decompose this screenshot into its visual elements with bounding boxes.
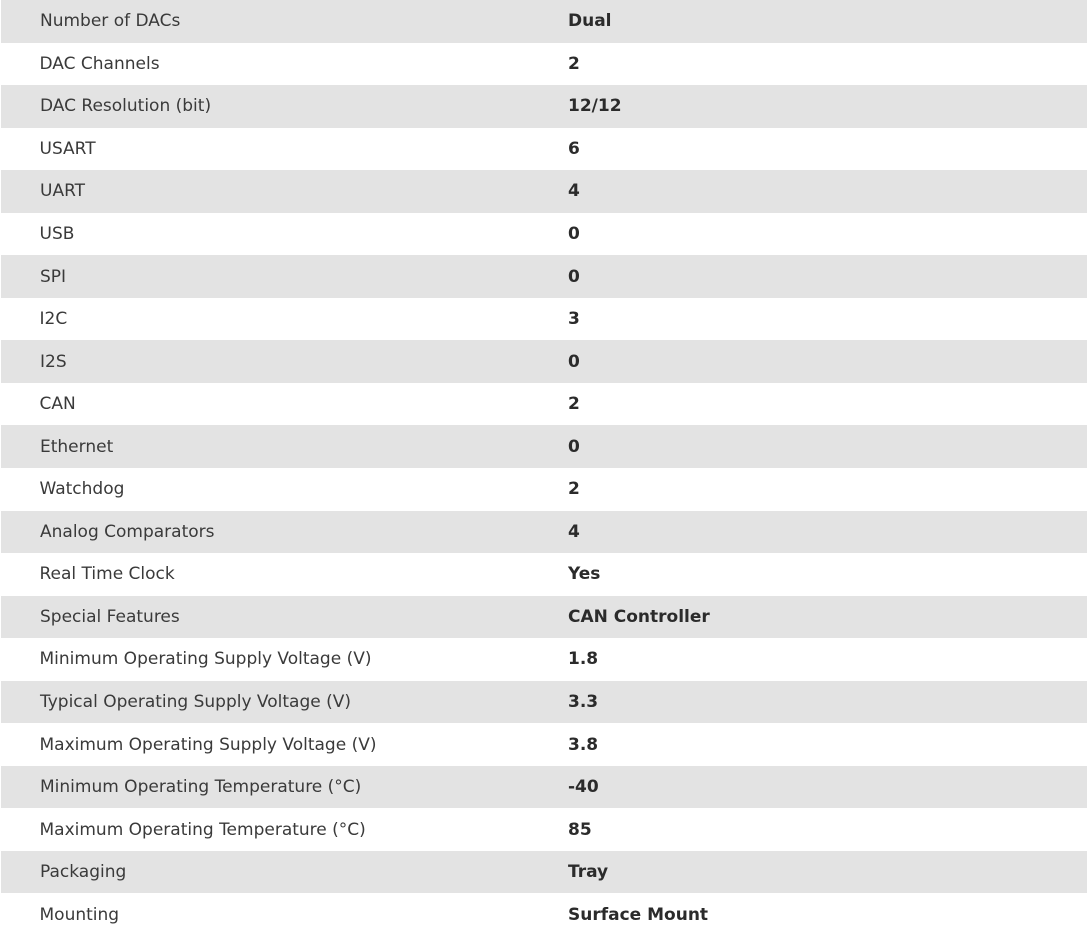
- table-row: [1, 425, 1087, 468]
- table-row: [1, 128, 1087, 171]
- spec-label: DAC Channels: [1, 43, 569, 86]
- spec-label: Maximum Operating Supply Voltage (V): [1, 723, 569, 766]
- table-row: [1, 43, 1087, 86]
- spec-label: Watchdog: [1, 468, 569, 511]
- spec-label: SPI: [1, 255, 569, 298]
- table-row: [1, 893, 1087, 936]
- spec-value: 2: [568, 43, 1087, 86]
- table-row: [1, 723, 1087, 766]
- table-row: [1, 851, 1087, 894]
- spec-value: Yes: [568, 553, 1087, 596]
- table-row: [1, 808, 1087, 851]
- spec-label: DAC Resolution (bit): [1, 85, 569, 128]
- spec-label: USB: [1, 213, 569, 256]
- spec-label: Minimum Operating Supply Voltage (V): [1, 638, 569, 681]
- spec-label: Packaging: [1, 851, 569, 894]
- spec-value: 4: [568, 170, 1087, 213]
- table-row: [1, 553, 1087, 596]
- spec-label: I2C: [1, 298, 569, 341]
- table-row: [1, 85, 1087, 128]
- spec-value: -40: [568, 766, 1087, 809]
- spec-label: Mounting: [1, 893, 569, 936]
- spec-label: Analog Comparators: [1, 511, 569, 554]
- spec-value: 4: [568, 511, 1087, 554]
- spec-label: Typical Operating Supply Voltage (V): [1, 681, 569, 724]
- spec-value: 12/12: [568, 85, 1087, 128]
- spec-value: Dual: [568, 0, 1087, 43]
- table-row: [1, 0, 1087, 43]
- spec-value: 0: [568, 213, 1087, 256]
- table-row: [1, 638, 1087, 681]
- table-row: [1, 468, 1087, 511]
- spec-value: 0: [568, 255, 1087, 298]
- spec-value: 2: [568, 383, 1087, 426]
- table-row: [1, 213, 1087, 256]
- table-row: [1, 596, 1087, 639]
- spec-value: 85: [568, 808, 1087, 851]
- spec-value: 0: [568, 425, 1087, 468]
- spec-value: 1.8: [568, 638, 1087, 681]
- spec-label: Number of DACs: [1, 0, 569, 43]
- spec-value: Tray: [568, 851, 1087, 894]
- table-row: [1, 766, 1087, 809]
- spec-value: 0: [568, 340, 1087, 383]
- spec-label: Maximum Operating Temperature (°C): [1, 808, 569, 851]
- spec-label: Minimum Operating Temperature (°C): [1, 766, 569, 809]
- table-row: [1, 255, 1087, 298]
- specifications-table-body: [1, 0, 1087, 936]
- spec-label: UART: [1, 170, 569, 213]
- table-row: [1, 383, 1087, 426]
- table-row: [1, 298, 1087, 341]
- table-row: [1, 340, 1087, 383]
- spec-value: 3.3: [568, 681, 1087, 724]
- spec-value: Surface Mount: [568, 893, 1087, 936]
- spec-label: Special Features: [1, 596, 569, 639]
- spec-label: Ethernet: [1, 425, 569, 468]
- spec-label: Real Time Clock: [1, 553, 569, 596]
- spec-value: CAN Controller: [568, 596, 1087, 639]
- table-row: [1, 170, 1087, 213]
- spec-value: 2: [568, 468, 1087, 511]
- spec-label: I2S: [1, 340, 569, 383]
- table-row: [1, 681, 1087, 724]
- spec-value: 6: [568, 128, 1087, 171]
- spec-value: 3: [568, 298, 1087, 341]
- spec-label: USART: [1, 128, 569, 171]
- table-row: [1, 511, 1087, 554]
- spec-label: CAN: [1, 383, 569, 426]
- spec-value: 3.8: [568, 723, 1087, 766]
